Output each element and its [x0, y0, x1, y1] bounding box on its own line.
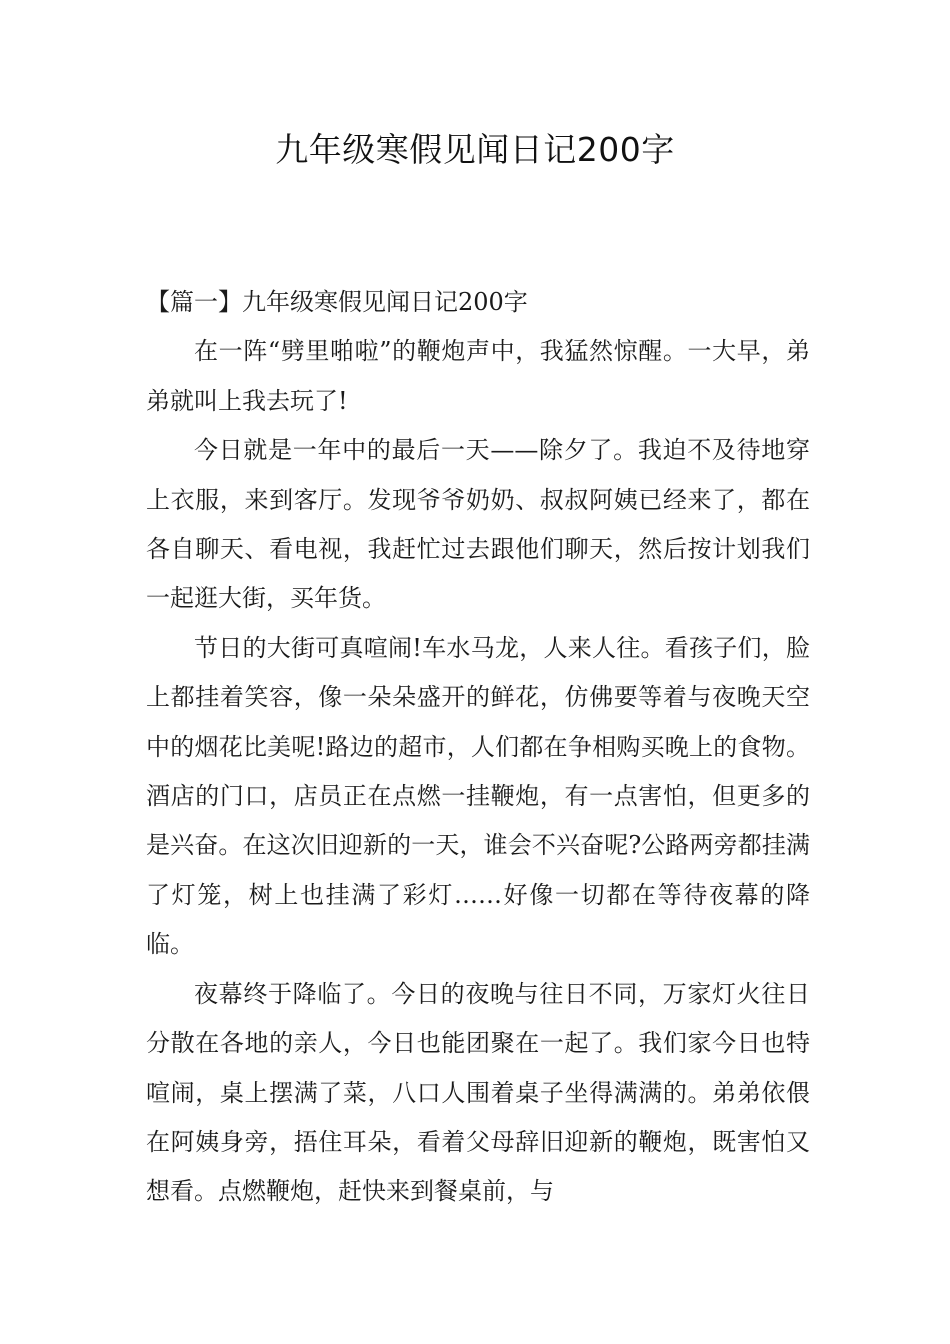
paragraph-2: 今日就是一年中的最后一天——除夕了。我迫不及待地穿上衣服，来到客厅。发现爷爷奶奶、叔叔阿姨已经来了，都在各自聊天、看电视，我赶忙过去跟他们聊天，然后按计划我们一起逛大街，买年货。	[146, 436, 810, 613]
paragraph-1: 在一阵“劈里啪啦”的鞭炮声中，我猛然惊醒。一大早，弟弟就叫上我去玩了!	[146, 337, 810, 415]
document-title: 九年级寒假见闻日记200字	[275, 130, 675, 169]
document-body	[146, 278, 810, 1217]
paragraph-3: 节日的大街可真喧闹!车水马龙，人来人往。看孩子们，脸上都挂着笑容，像一朵朵盛开的鲜花，仿佛要等着与夜晚天空中的烟花比美呢!路边的超市，人们都在争相购买晚上的食物。酒店的门口，店员正在点燃一挂鞭炮，有一点害怕，但更多的是兴奋。在这次旧迎新的一天，谁会不兴奋呢?公路两旁都挂满了灯笼，树上也挂满了彩灯……好像一切都在等待夜幕的降临。	[146, 633, 810, 959]
section-heading: 【篇一】九年级寒假见闻日记200字	[146, 288, 528, 316]
paragraph-4: 夜幕终于降临了。今日的夜晚与往日不同，万家灯火往日分散在各地的亲人，今日也能团聚在一起了。我们家今日也特喧闹，桌上摆满了菜，八口人围着桌子坐得满满的。弟弟依偎在阿姨身旁，捂住耳朵，看着父母辞旧迎新的鞭炮，既害怕又想看。点燃鞭炮，赶快来到餐桌前，与	[146, 979, 810, 1206]
